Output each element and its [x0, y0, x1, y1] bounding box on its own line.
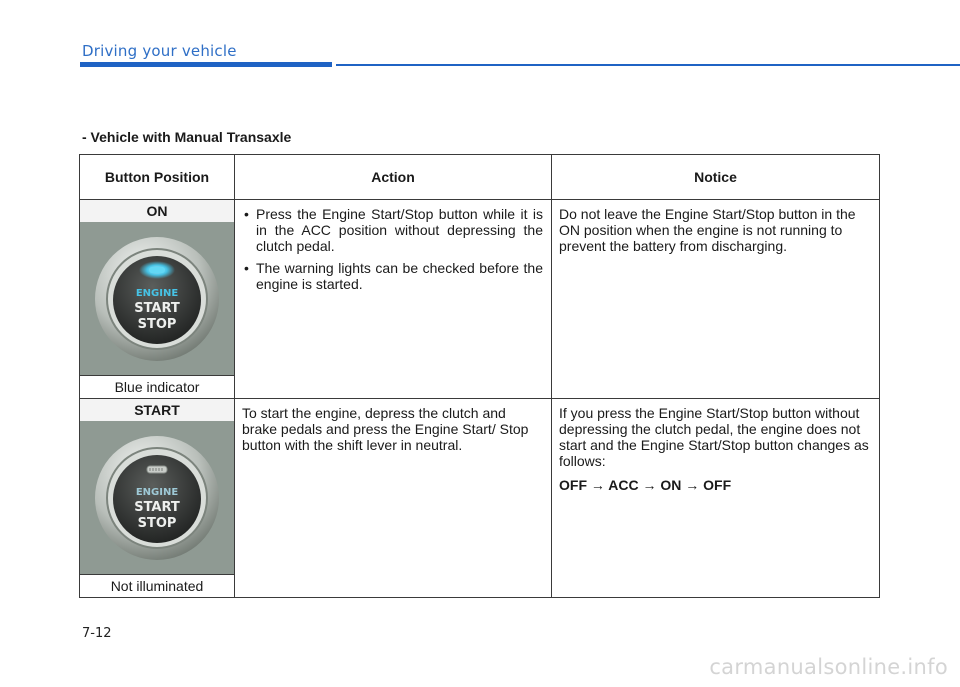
action-text-start: To start the engine, depress the clutch and brake pedals and press the Engine Start/ Stop button with the shift lever in neutral. [242, 405, 529, 453]
button-text-start: START [134, 500, 180, 515]
position-caption-on: Blue indicator [80, 375, 234, 398]
button-text-engine: ENGINE [135, 487, 179, 498]
engine-start-stop-button-icon [91, 230, 223, 368]
position-label-on: ON [80, 200, 234, 222]
section-title: - Vehicle with Manual Transaxle [82, 129, 292, 145]
header-rule-thick [80, 62, 332, 67]
position-label-start: START [80, 399, 234, 421]
position-cell-on [80, 200, 235, 399]
action-bullet: • The warning lights can be checked before the engine is started. [242, 260, 543, 292]
watermark: carmanualsonline.info [709, 655, 948, 679]
engine-start-stop-button-icon [91, 429, 223, 567]
notice-cell-on [552, 200, 880, 399]
position-caption-start: Not illuminated [80, 574, 234, 597]
notice-text-on: Do not leave the Engine Start/Stop button in the ON position when the engine is not running to prevent the battery from discharging. [559, 206, 856, 254]
table-row-start [80, 399, 880, 598]
button-text-engine: ENGINE [135, 288, 179, 299]
notice-text-start: If you press the Engine Start/Stop button without depressing the clutch pedal, the engine does not start and the Engine Start/Stop button changes as follows: [559, 405, 869, 469]
button-position-table [79, 154, 880, 598]
button-text-stop: STOP [137, 516, 177, 531]
action-cell-start [235, 399, 552, 598]
table-row-on [80, 200, 880, 399]
notice-cell-start [552, 399, 880, 598]
page-number: 7-12 [82, 626, 112, 641]
page-header-title: Driving your vehicle [82, 42, 237, 60]
header-rule-thin [336, 64, 960, 66]
column-header-action: Action [235, 155, 552, 200]
table-header-row [80, 155, 880, 200]
column-header-button-position: Button Position [80, 155, 235, 200]
action-bullet: • Press the Engine Start/Stop button while it is in the ACC position without depressing the clutch pedal. [242, 206, 543, 254]
column-header-notice: Notice [552, 155, 880, 200]
button-text-start: START [134, 301, 180, 316]
position-cell-start [80, 399, 235, 598]
button-text-stop: STOP [137, 317, 177, 332]
engine-start-button-image-start [80, 421, 234, 574]
engine-start-button-image-on [80, 222, 234, 375]
action-cell-on [235, 200, 552, 399]
notice-sequence: OFF → ACC → ON → OFF [559, 477, 732, 493]
